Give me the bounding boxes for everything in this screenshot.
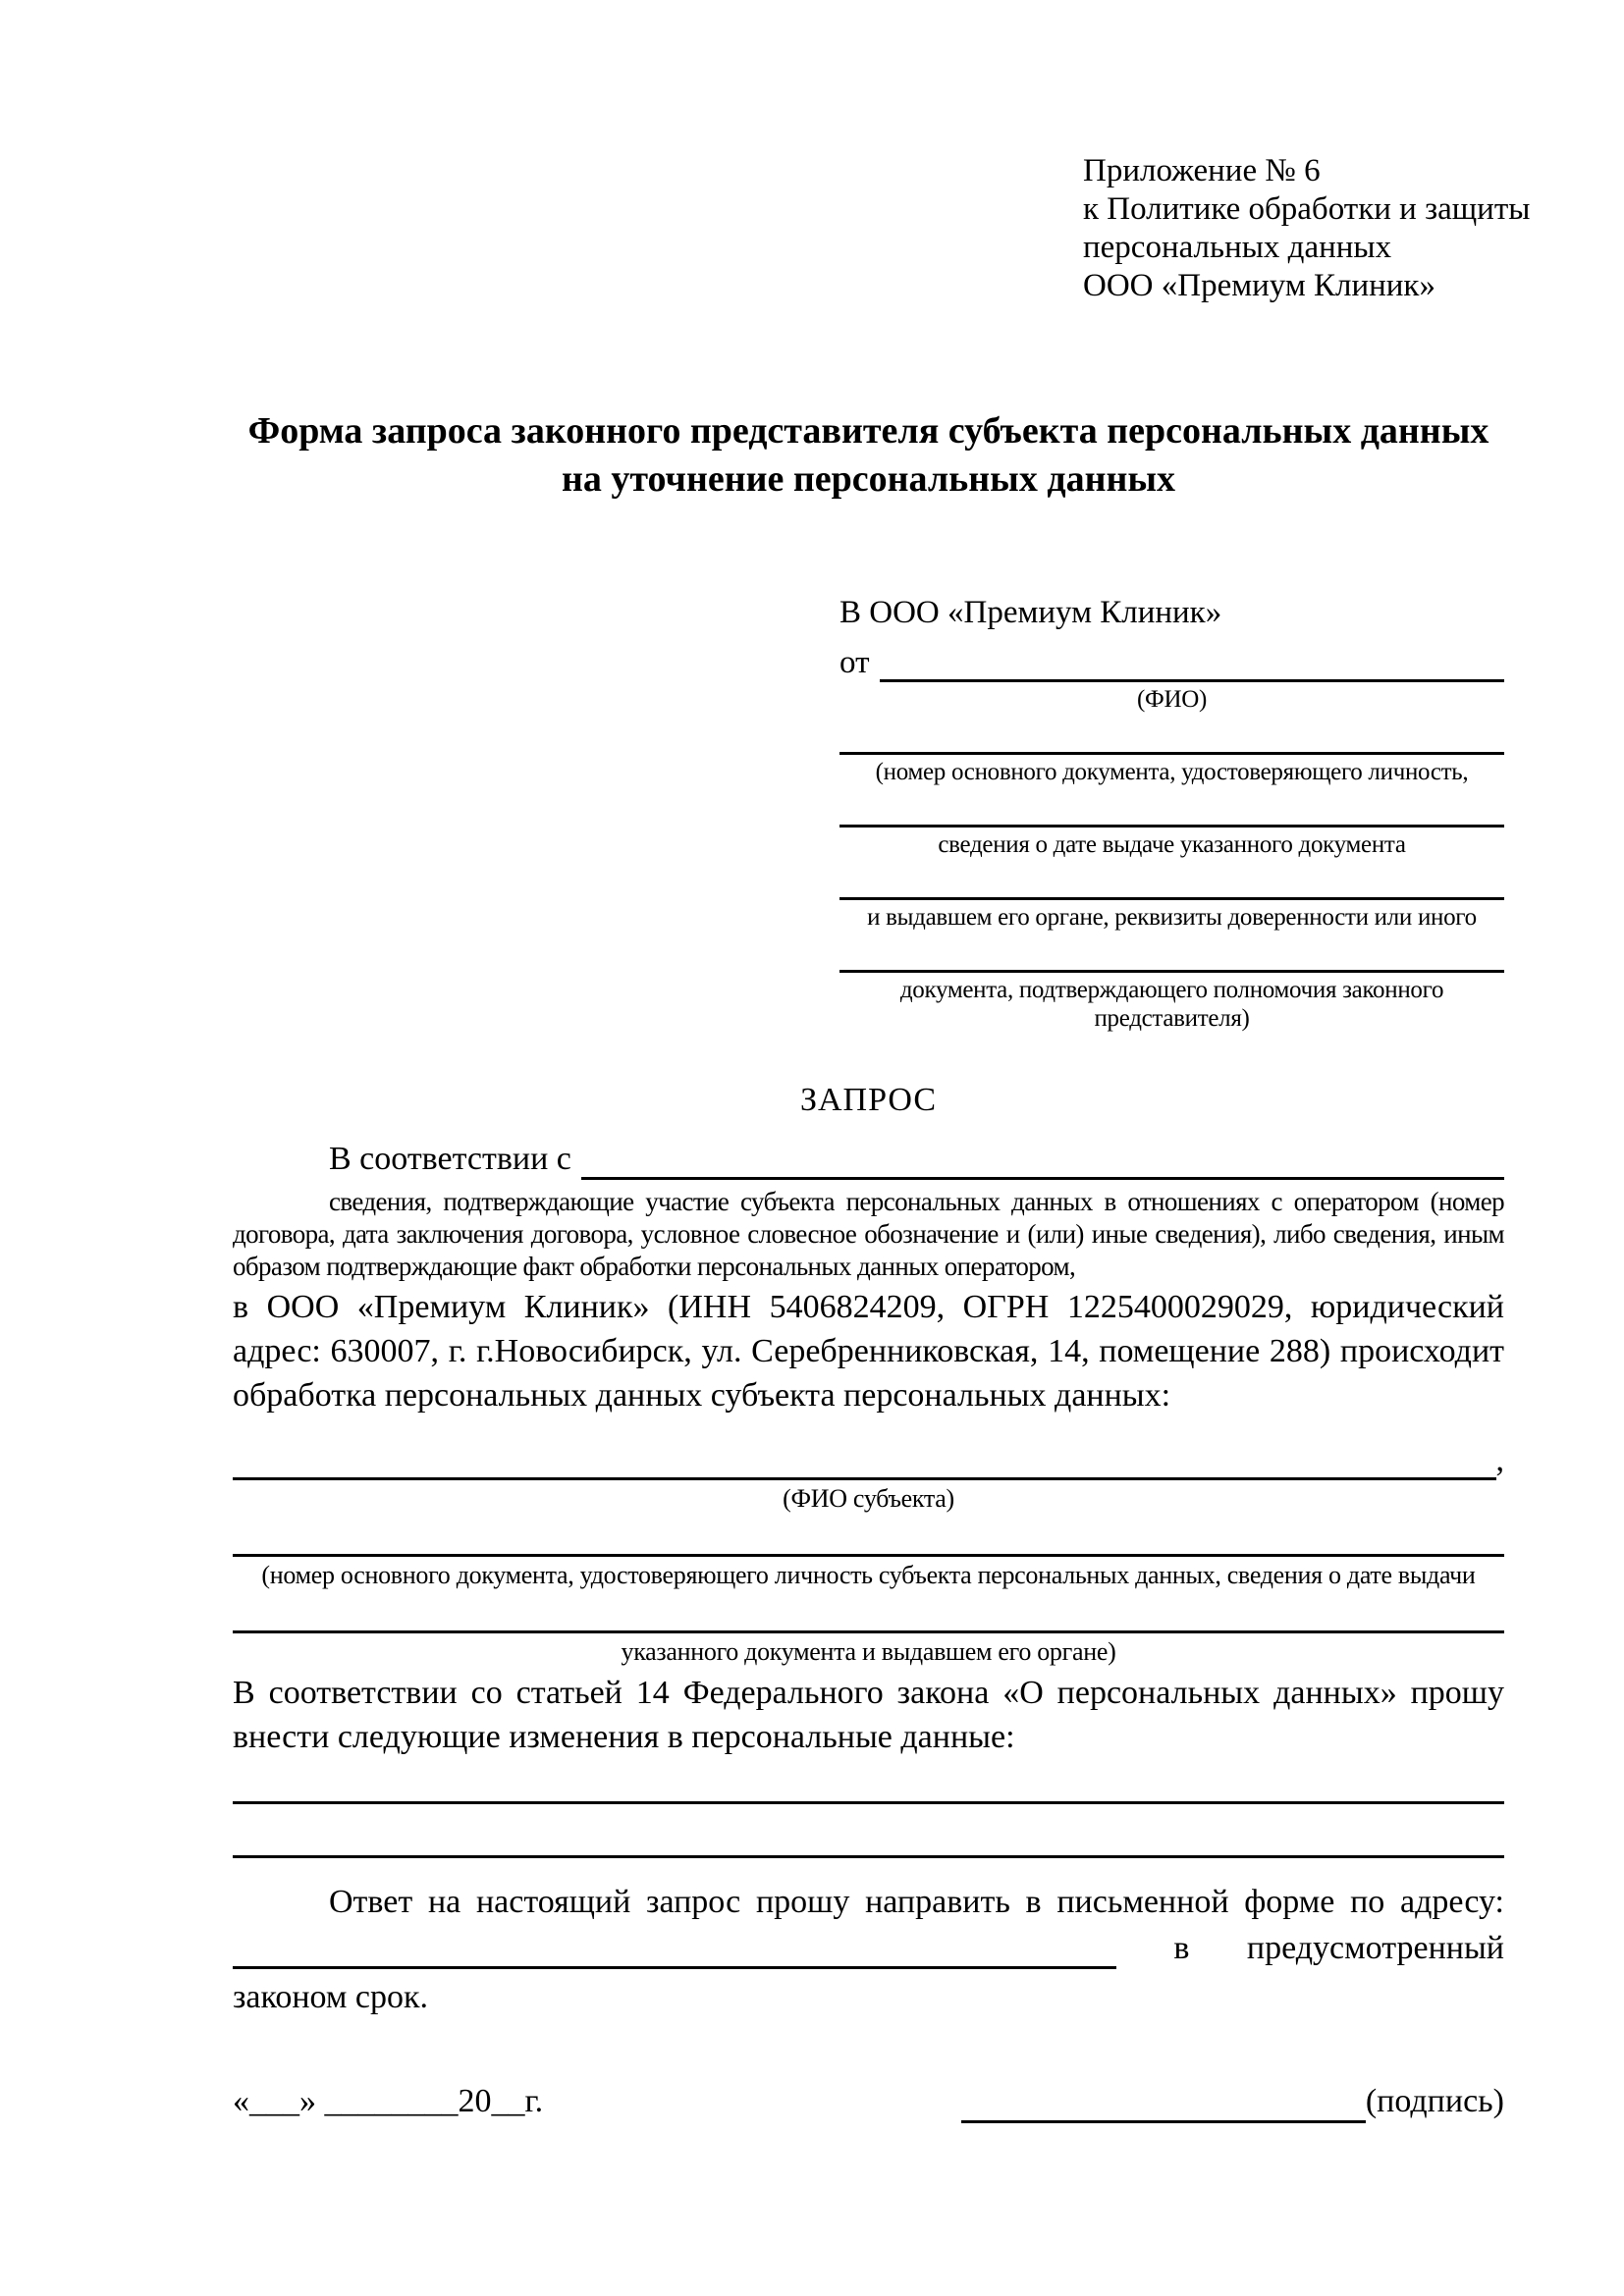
signature-caption: (подпись) [1365, 2083, 1504, 2119]
date-blank: «___» ________20__г. [233, 2083, 544, 2119]
addressee-to: В ООО «Премиум Клиник» [839, 595, 1222, 630]
answer-paragraph-line-2 [233, 1924, 1504, 1969]
changes-blank-line-1 [233, 1759, 1504, 1804]
subject-doc-caption-1: (номер основного документа, удостоверяющего личность субъекта персональных данных, сведения о дате выдачи [261, 1561, 1476, 1589]
appendix-header-line: персональных данных [1083, 230, 1392, 265]
subject-fio-comma: , [1495, 1442, 1504, 1478]
fio-caption: (ФИО) [1136, 686, 1207, 713]
subject-doc-blank-line-1 [233, 1514, 1504, 1557]
rep-doc-blank-line-1 [839, 714, 1504, 755]
subject-fio-blank-line [233, 1441, 1496, 1480]
fine-print-note: сведения, подтверждающие участие субъекта персональных данных в отношениях с оператором (номер договора, дата заключения договора, условное словесное обозначение и (или) иные сведения), либо сведения, иным образом подтверждающие факт обработки персональных данных оператором, [233, 1187, 1504, 1281]
signature-blank-line [961, 2084, 1366, 2123]
answer-address-blank-line [233, 1930, 1116, 1969]
form-title-line-1: Форма запроса законного представителя субъекта персональных данных [247, 410, 1489, 452]
rep-doc-caption-2: сведения о дате выдаче указанного документа [938, 831, 1406, 858]
changes-blank-line-2 [233, 1804, 1504, 1858]
subject-doc-blank-line-2 [233, 1590, 1504, 1633]
article-paragraph: В соответствии со статьей 14 Федерального закона «О персональных данных» прошу внести следующие изменения в персональные данные: [233, 1675, 1504, 1755]
request-heading: ЗАПРОС [799, 1082, 938, 1118]
accordance-label: В соответствии с [329, 1141, 571, 1177]
date-signature-row [233, 2080, 1504, 2123]
appendix-header-line: Приложение № 6 [1083, 153, 1321, 188]
rep-doc-blank-line-3 [839, 859, 1504, 900]
appendix-header [1083, 152, 1531, 305]
subject-fio-caption: (ФИО субъекта) [783, 1484, 954, 1513]
subject-fio-row [233, 1437, 1504, 1480]
form-title-line-2: на уточнение персональных данных [561, 458, 1176, 500]
accordance-blank-line [581, 1141, 1504, 1180]
answer-word-2: предусмотренный [1246, 1930, 1504, 1966]
answer-paragraph-line-3: законом срок. [233, 1979, 428, 2015]
rep-doc-caption-3: и выдавшем его органе, реквизиты доверенности или иного [867, 904, 1477, 931]
signature-group [961, 2080, 1504, 2123]
appendix-header-line: ООО «Премиум Клиник» [1083, 268, 1435, 303]
addressee-from-row [839, 633, 1504, 682]
answer-paragraph-line-1: Ответ на настоящий запрос прошу направить в письменной форме по адресу: [329, 1884, 1504, 1920]
answer-word-1: в [1173, 1930, 1190, 1966]
from-blank-line [880, 643, 1505, 682]
form-title [233, 407, 1504, 504]
appendix-header-line: к Политике обработки и защиты [1083, 191, 1531, 227]
rep-doc-caption-4: документа, подтверждающего полномочия законного представителя) [899, 977, 1444, 1032]
accordance-row [233, 1133, 1504, 1180]
addressee-block [839, 592, 1504, 1033]
operator-paragraph: в ООО «Премиум Клиник» (ИНН 5406824209, ОГРН 1225400029029, юридический адрес: 630007, г. г.Новосибирск, ул. Серебренниковская, 14, помещение 288) происходит обработка персональных данных субъекта персональных данных: [233, 1289, 1504, 1414]
rep-doc-blank-line-2 [839, 786, 1504, 828]
rep-doc-caption-1: (номер основного документа, удостоверяющего личность, [875, 759, 1469, 785]
rep-doc-blank-line-4 [839, 932, 1504, 973]
from-label: от [839, 645, 870, 680]
subject-doc-caption-2: указанного документа и выдавшем его органе) [621, 1637, 1116, 1666]
